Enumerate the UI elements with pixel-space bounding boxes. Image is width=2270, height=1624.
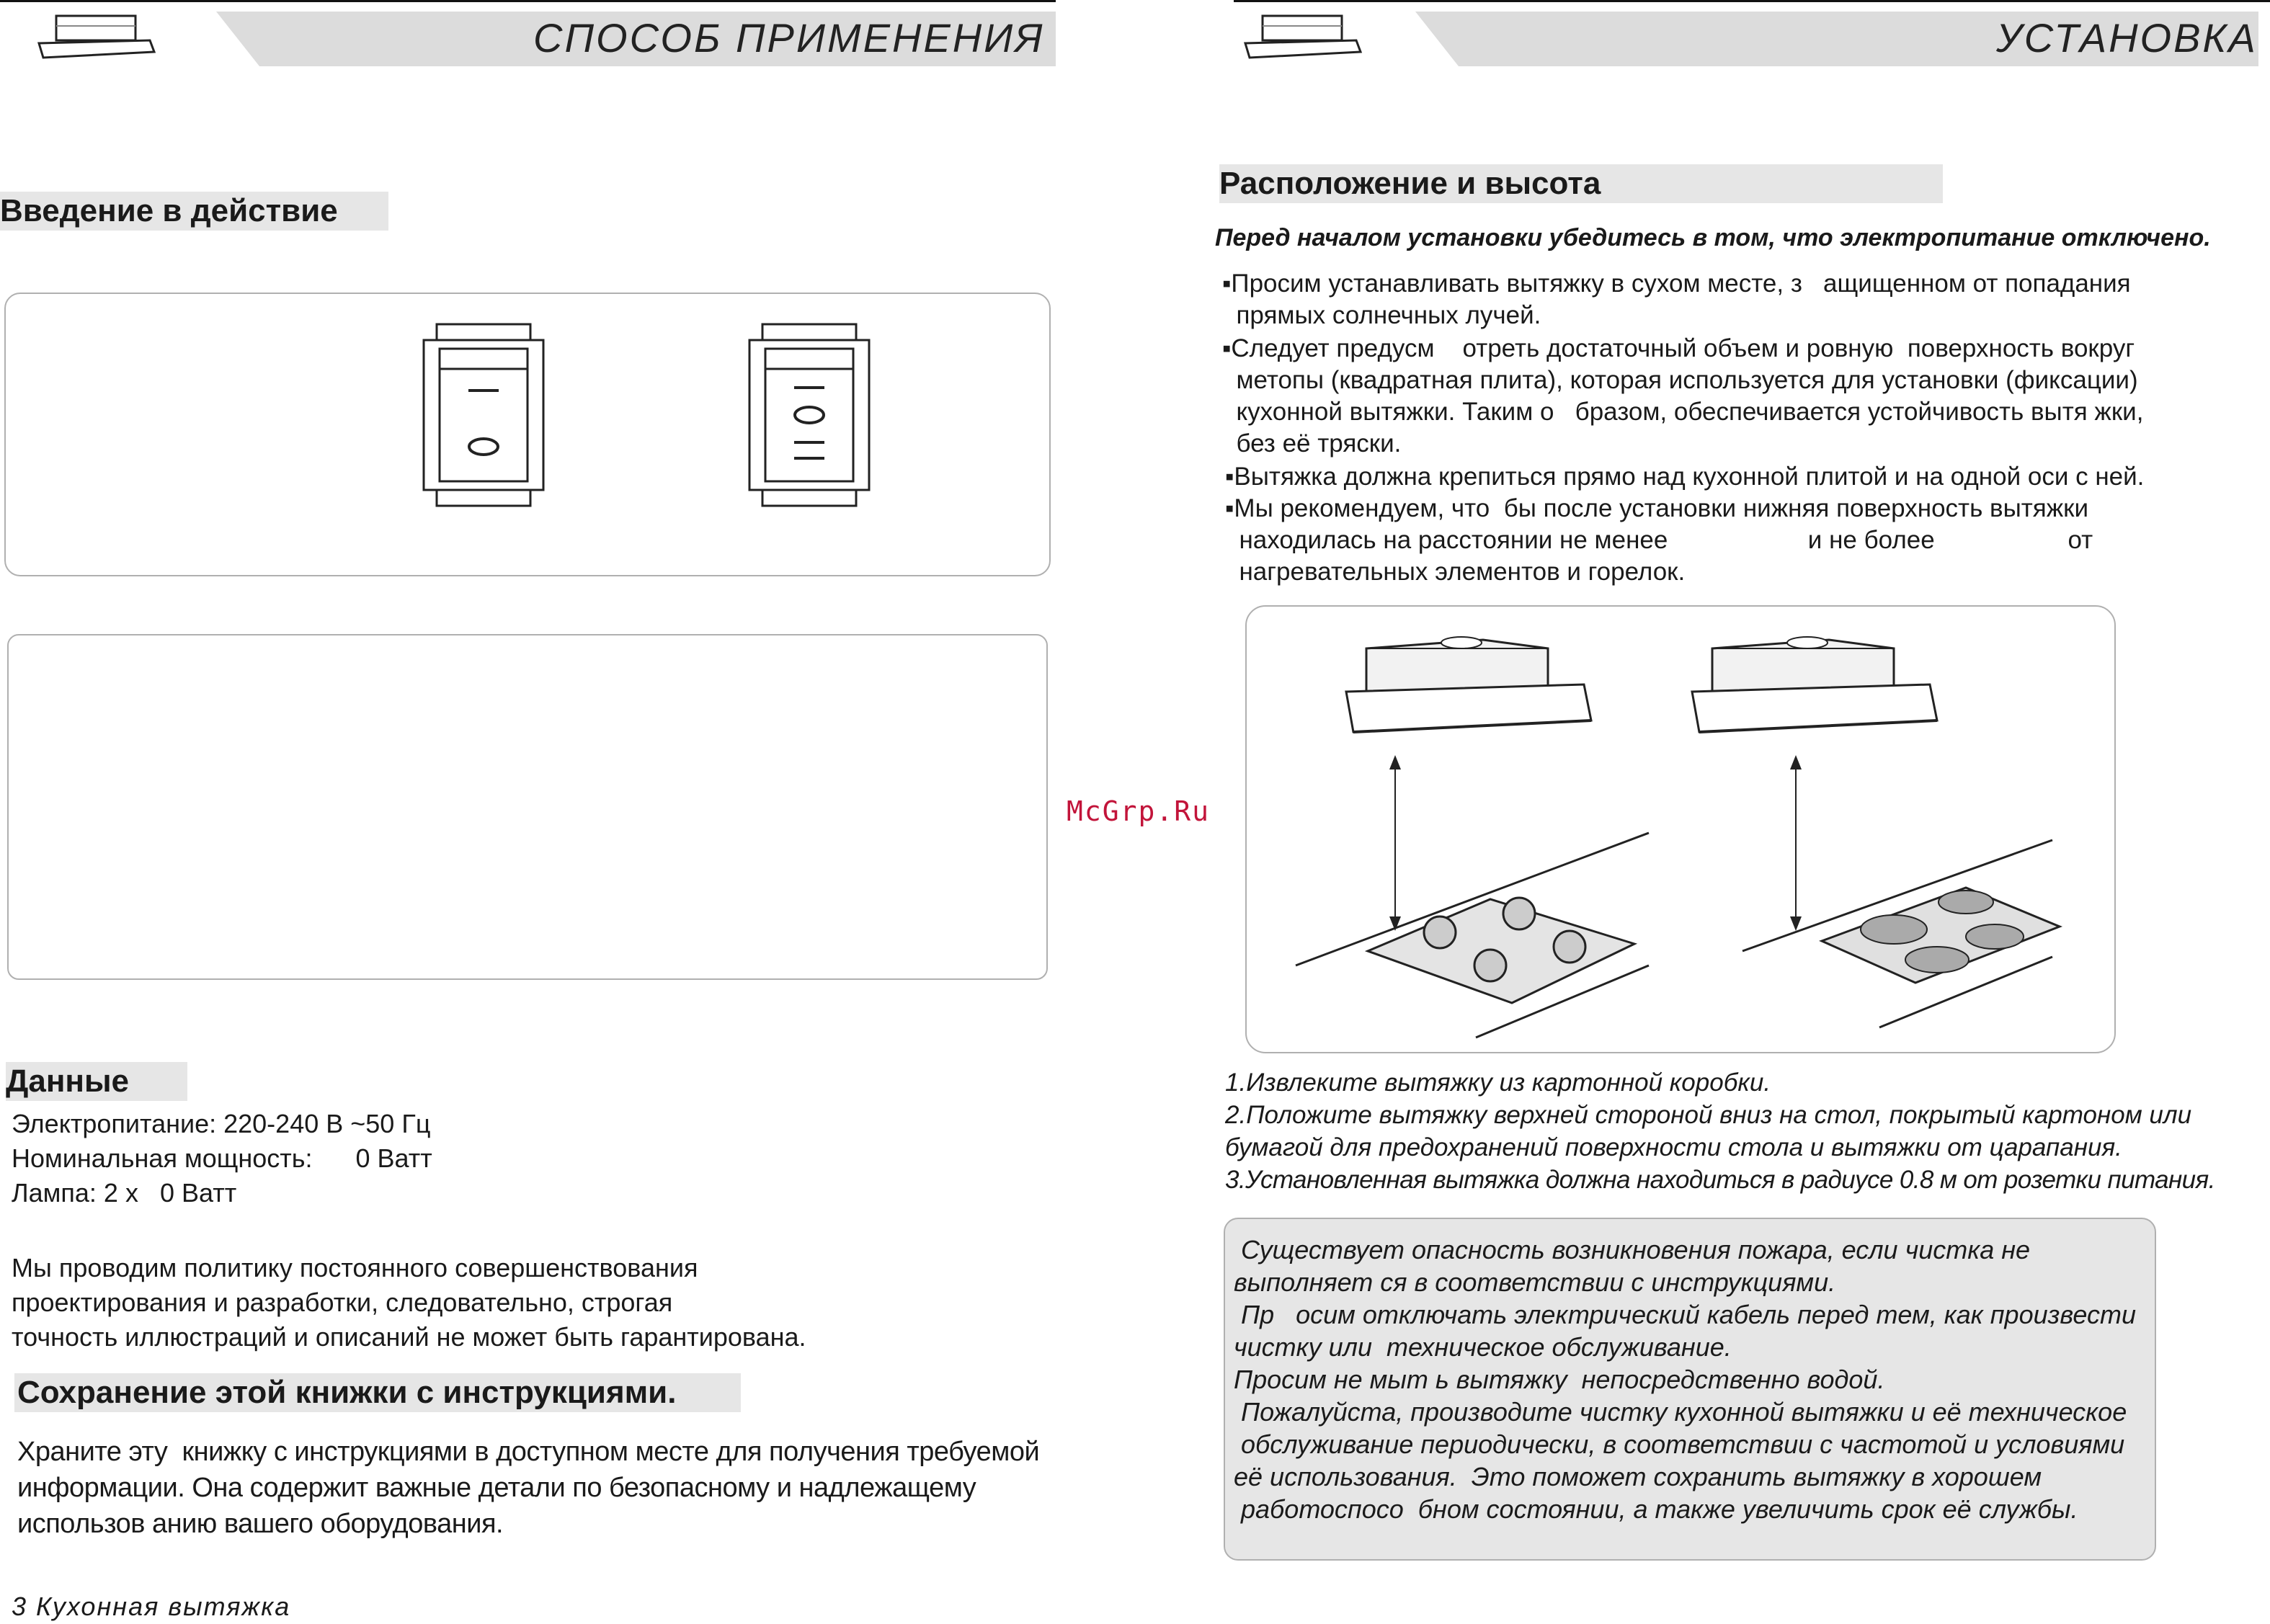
policy-line: точность иллюстраций и описаний не может быть гарантирована. — [12, 1322, 806, 1352]
hood-logo-icon — [35, 9, 157, 66]
section-title-keep-manual: Сохранение этой книжки с инструкциями. — [14, 1373, 741, 1412]
bullet-line: нагревательных элементов и горелок. — [1225, 558, 1686, 586]
bullet-line: прямых солнечных лучей. — [1222, 301, 1541, 329]
hood-logo-icon — [1241, 9, 1363, 66]
bullet-line: без её тряски. — [1222, 429, 1402, 458]
bullet-line: ▪Следует предусм отреть достаточный объем и ровную поверхность вокруг — [1222, 334, 2135, 362]
note-line: чистку или техническое обслуживание. — [1234, 1332, 1732, 1362]
section-title-activation: Введение в действие — [0, 192, 388, 231]
note-line: Просим не мыт ь вытяжку непосредственно водой. — [1234, 1365, 1885, 1394]
bullet-line: ▪Просим устанавливать вытяжку в сухом месте, з ащищенном от попадания — [1222, 269, 2131, 298]
hood-over-electric-hob-illustration — [1245, 605, 2113, 1050]
note-line: её использования. Это поможет сохранить вытяжку в хорошем — [1234, 1462, 2042, 1491]
page-title-right: УСТАНОВКА — [1996, 15, 2258, 61]
step-line: 3.Установленная вытяжка должна находиться в радиусе 0.8 м от розетки питания. — [1225, 1166, 2215, 1194]
page-footer: 3 Кухонная вытяжка — [12, 1592, 291, 1621]
operation-panel — [7, 634, 1048, 980]
data-line-wattage: Номинальная мощность: 0 Ватт — [12, 1143, 432, 1173]
note-line: Пр осим отключать электрический кабель перед тем, как произвести — [1234, 1300, 2136, 1329]
bullet-line: ▪Вытяжка должна крепиться прямо над кухонной плитой и на одной оси с ней. — [1225, 463, 2145, 491]
header-rule-left — [0, 0, 1056, 2]
section-title-location: Расположение и высота — [1219, 164, 1943, 203]
note-line: Пожалуйста, производите чистку кухонной вытяжки и её техническое — [1234, 1397, 2127, 1427]
section-title-data: Данные — [6, 1062, 187, 1101]
policy-line: Мы проводим политику постоянного совершенствования — [12, 1253, 698, 1282]
step-line: 2.Положите вытяжку верхней стороной вниз на стол, покрытый картоном или — [1225, 1101, 2192, 1129]
rocker-switch-icon — [749, 324, 869, 506]
power-off-warning: Перед началом установки убедитесь в том, что электропитание отключено. — [1215, 224, 2211, 251]
bullet-line: находилась на расстоянии не менее и не более от — [1225, 526, 2093, 554]
policy-line: проектирования и разработки, следовательно, строгая — [12, 1288, 673, 1317]
keep-line: использов анию вашего оборудования. — [17, 1509, 504, 1539]
note-line: выполняет ся в соответствии с инструкциями. — [1234, 1267, 1836, 1297]
header-rule-right — [1234, 0, 2270, 2]
data-line-power: Электропитание: 220-240 В ~50 Гц — [12, 1109, 431, 1138]
page-title-left: СПОСОБ ПРИМЕНЕНИЯ — [533, 15, 1045, 61]
watermark: McGrp.Ru — [1067, 795, 1211, 827]
data-line-lamp: Лампа: 2 х 0 Ватт — [12, 1178, 237, 1208]
rocker-switch-icon — [424, 324, 543, 506]
step-line: 1.Извлеките вытяжку из картонной коробки. — [1225, 1068, 1771, 1097]
keep-line: Храните эту книжку с инструкциями в доступном месте для получения требуемой — [17, 1437, 1040, 1467]
note-line: обслуживание периодически, в соответствии с частотой и условиями — [1234, 1429, 2125, 1459]
bullet-line: ▪Мы рекомендуем, что бы после установки нижняя поверхность вытяжки — [1225, 494, 2089, 522]
keep-line: информации. Она содержит важные детали по безопасному и надлежащему — [17, 1473, 976, 1503]
bullet-line: метопы (квадратная плита), которая используется для установки (фиксации) — [1222, 366, 2138, 394]
note-line: Существует опасность возникновения пожара, если чистка не — [1234, 1235, 2031, 1264]
bullet-line: кухонной вытяжки. Таким о бразом, обеспечивается устойчивость вытя жки, — [1222, 398, 2144, 426]
note-line: работоспосо бном состоянии, а также увеличить срок её службы. — [1234, 1494, 2078, 1524]
step-line: бумагой для предохранений поверхности стола и вытяжки от царапания. — [1225, 1133, 2122, 1161]
